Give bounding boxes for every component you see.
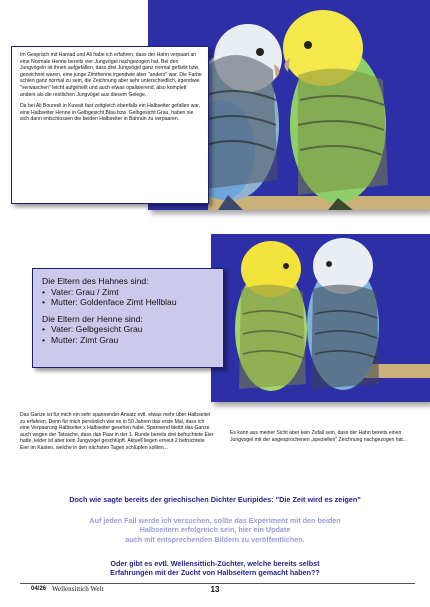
- cock-parent-item: • Vater: Grau / Zimt: [42, 287, 215, 298]
- breeder-question-line: Oder gibt es evtl. Wellensittich-Züchter, welche bereits selbst: [110, 559, 320, 568]
- footer-magazine-name: Wellensittich Welt: [52, 585, 104, 593]
- body-column-right: Es kann aus meiner Sicht aber kein Zufall sein, dass der Hahn bereits einen Jungvogel mit der angesprochenen „speziellen" Zeichnung nachgezogen hat...: [230, 430, 408, 443]
- parents-info-box: [32, 268, 224, 368]
- experiment-note-line: Auf jeden Fall werde ich versuchen, sollte das Experiment mit den beiden: [89, 516, 341, 525]
- hen-parent-item: • Vater: Gelbgesicht Grau: [42, 324, 215, 335]
- footer-issue-number: 04/26: [31, 586, 47, 592]
- cock-parents-list: [42, 287, 215, 308]
- hen-parents-heading: Die Eltern der Henne sind:: [42, 313, 143, 324]
- budgie-pair-illustration-2: [211, 234, 430, 402]
- experiment-note-line: Halbseitern erfolgreich sein, hier ein Update: [139, 525, 291, 535]
- intro-text-box: [11, 46, 209, 204]
- page-number: 13: [210, 585, 220, 594]
- hen-parent-item: • Mutter: Zimt Grau: [42, 335, 215, 346]
- hen-parents-list: [42, 324, 215, 345]
- intro-paragraph-1: Im Gespräch mit Hamad und Ali habe ich erfahren, dass der Hahn verpaart an eine Normale Henne bereits vier Jungvögel nachgezogen hat. Bei den Jungvögeln ist ihnen aufgefallen, dass drei Jungvögel ganz normal gefärbt bzw. gezeichnet waren, eine junge Zimthenne irgendwie aber "anders" war. Die Farbe schien ganz normal zu sein, die Zeichnung aber sehr unterschiedlich, irgendwie "verwaschen" leicht aufgehellt und auch etwas opalisierend, also komplett anders als die restlichen Jungvögel aus diesem Gelege.: [20, 52, 202, 98]
- breeder-question-line: Erfahrungen mit der Zucht von Halbseitern gemacht haben??: [110, 568, 320, 578]
- breeder-question: [0, 559, 430, 578]
- footer-divider: [20, 583, 415, 584]
- cock-parent-item: • Mutter: Goldenface Zimt Hellblau: [42, 297, 215, 308]
- cock-parents-heading: Die Eltern des Hahnes sind:: [42, 276, 149, 286]
- intro-paragraph-2: Da bei Ali Bouresli in Kuwait fast zeitgleich ebenfalls ein Halbseiter gefallen war, eine Halbseiter Henne in Gelbgesicht Blau bzw. Gelbgesicht Grau, haben sie sich dann entschlossen die beiden Halbseiter in Bahrain zu verpaaren.: [20, 103, 201, 123]
- experiment-note-line: auch mit entsprechenden Bildern zu veröffentlichen.: [125, 534, 305, 544]
- body-column-left: Das Ganze ist für mich ein sehr spannender Ansatz evtl. etwas mehr über Halbseiter zu erfahren. Denn für mich persönlich war es in 50 Jahren das erste Mal, dass ich eine Verpaarung Halbseiter x Halbseiter gesehen habe. Spannend bleibt das Ganze auch wegen der Tatsache, dass das Paar in der 1. Runde bereits drei befruchtete Eier hatte, leider ist aber kein Jungvogel geschlüpft. Aktuell liegen erneut 2 befruchtete Eier im Kasten, welche in den nächsten Tagen schlüpfen sollten...: [20, 412, 214, 451]
- experiment-update-note: [0, 516, 430, 544]
- budgie-pair-photo-middle: [211, 234, 430, 402]
- euripides-quote: Doch wie sagte bereits der griechischen Dichter Euripides: "Die Zeit wird es zeigen": [69, 495, 361, 504]
